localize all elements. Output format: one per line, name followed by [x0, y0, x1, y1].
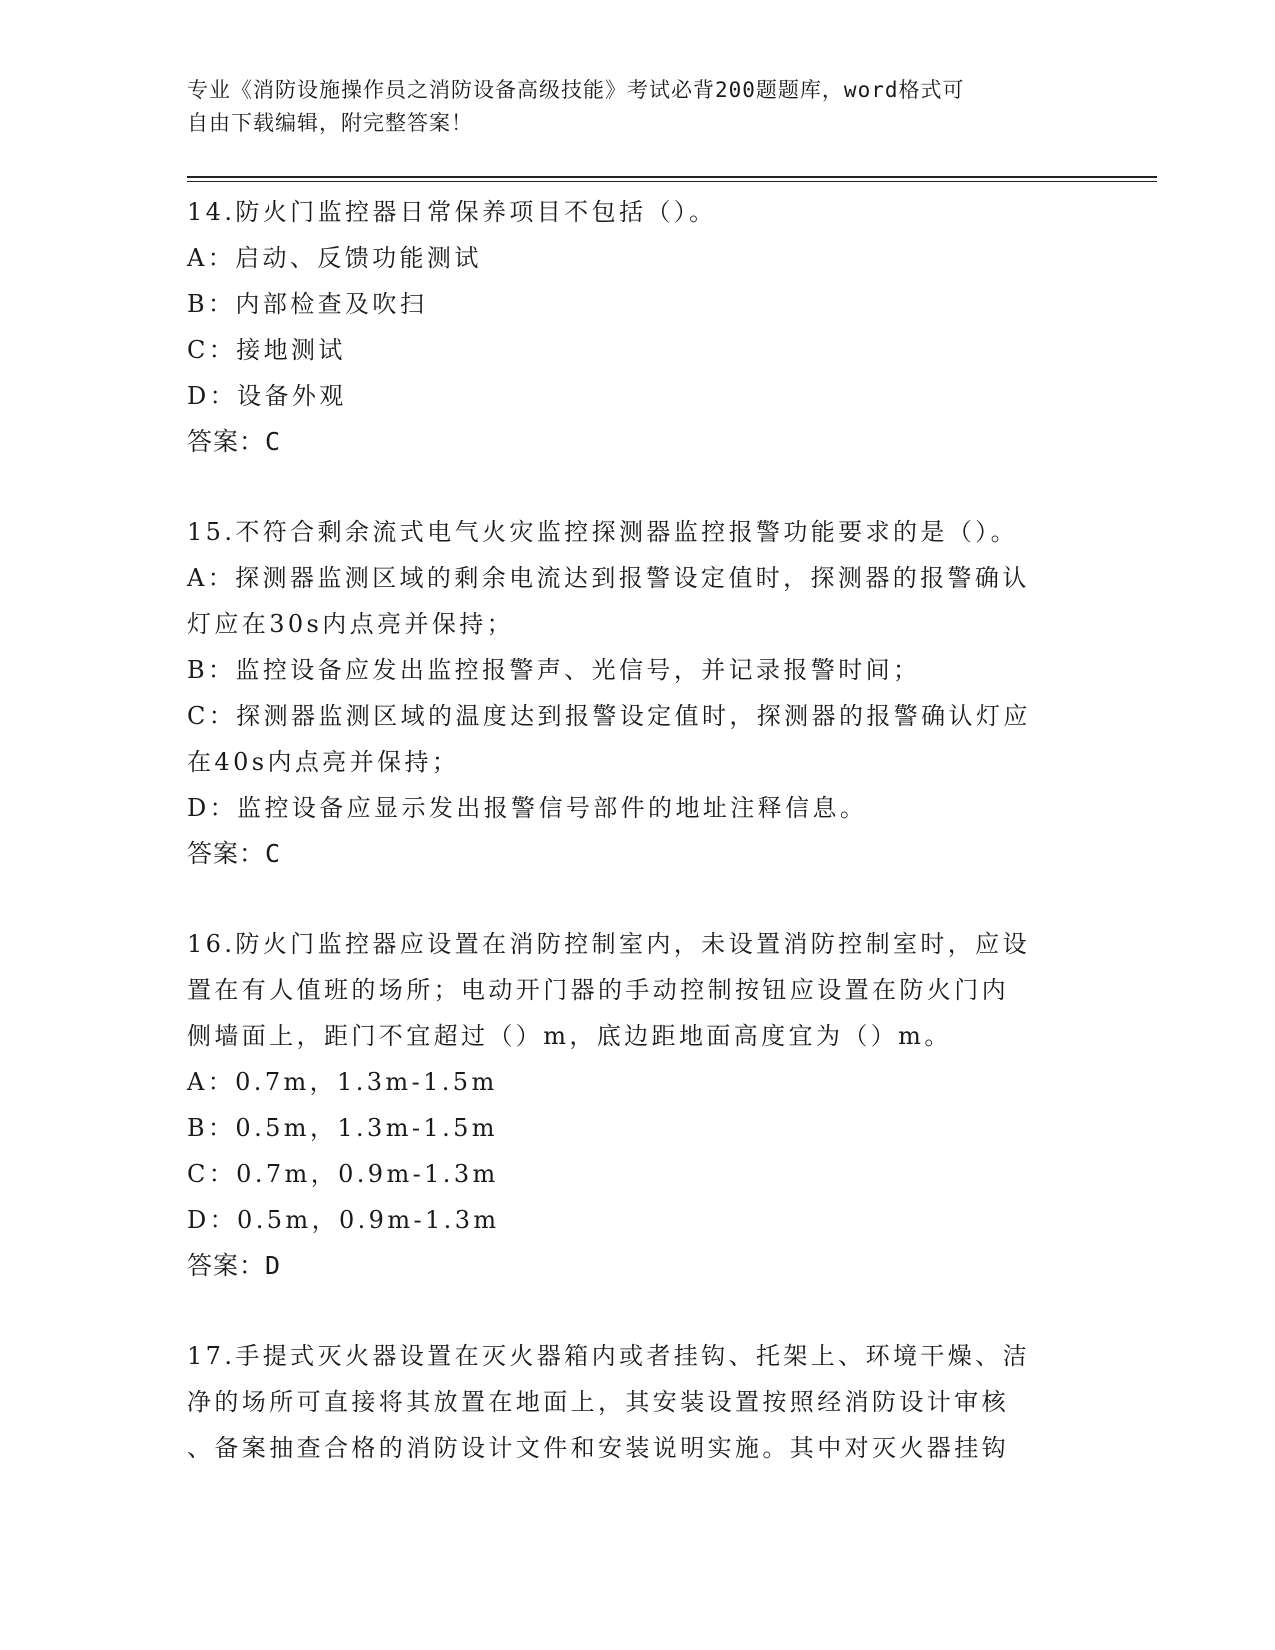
header-divider-thick — [187, 176, 1157, 178]
header-line-2: 自由下载编辑，附完整答案！ — [187, 111, 473, 135]
option-c: C：接地测试 — [187, 336, 346, 364]
option-d: D：设备外观 — [187, 382, 347, 410]
option-a: A：启动、反馈功能测试 — [187, 244, 482, 272]
question-stem-continued: 净的场所可直接将其放置在地面上，其安装设置按照经消防设计审核 — [187, 1388, 1009, 1416]
header-divider-thin — [187, 181, 1157, 182]
question-17 — [187, 1333, 1087, 1471]
option-c-continued: 在40s内点亮并保持； — [187, 748, 460, 776]
answer: 答案：D — [187, 1251, 282, 1280]
option-a: A：探测器监测区域的剩余电流达到报警设定值时，探测器的报警确认 — [187, 564, 1030, 592]
question-stem-continued: 、备案抽查合格的消防设计文件和安装说明实施。其中对灭火器挂钩 — [187, 1434, 1009, 1462]
option-b: B：监控设备应发出监控报警声、光信号，并记录报警时间； — [187, 656, 921, 684]
question-15 — [187, 509, 1087, 877]
option-c: C：0.7m，0.9m-1.3m — [187, 1160, 499, 1188]
option-b: B：内部检查及吹扫 — [187, 290, 428, 318]
answer: 答案：C — [187, 839, 282, 868]
option-c: C：探测器监测区域的温度达到报警设定值时，探测器的报警确认灯应 — [187, 702, 1031, 730]
question-16 — [187, 921, 1087, 1289]
question-stem-continued: 侧墙面上，距门不宜超过（）m，底边距地面高度宜为（）m。 — [187, 1022, 952, 1050]
question-stem: 17.手提式灭火器设置在灭火器箱内或者挂钩、托架上、环境干燥、洁 — [187, 1342, 1030, 1370]
question-stem: 15.不符合剩余流式电气火灾监控探测器监控报警功能要求的是（）。 — [187, 518, 1018, 546]
option-a-continued: 灯应在30s内点亮并保持； — [187, 610, 515, 638]
header-line-1: 专业《消防设施操作员之消防设备高级技能》考试必背200题题库，word格式可 — [187, 78, 965, 102]
option-b: B：0.5m，1.3m-1.5m — [187, 1114, 498, 1142]
question-stem: 16.防火门监控器应设置在消防控制室内，未设置消防控制室时，应设 — [187, 930, 1030, 958]
question-list — [187, 189, 1087, 1515]
option-d: D：0.5m，0.9m-1.3m — [187, 1206, 500, 1234]
answer: 答案：C — [187, 427, 282, 456]
document-header — [187, 74, 1087, 140]
option-d: D：监控设备应显示发出报警信号部件的地址注释信息。 — [187, 794, 868, 822]
question-stem-continued: 置在有人值班的场所；电动开门器的手动控制按钮应设置在防火门内 — [187, 976, 1009, 1004]
option-a: A：0.7m，1.3m-1.5m — [187, 1068, 498, 1096]
question-14 — [187, 189, 1087, 465]
question-stem: 14.防火门监控器日常保养项目不包括（）。 — [187, 198, 717, 226]
